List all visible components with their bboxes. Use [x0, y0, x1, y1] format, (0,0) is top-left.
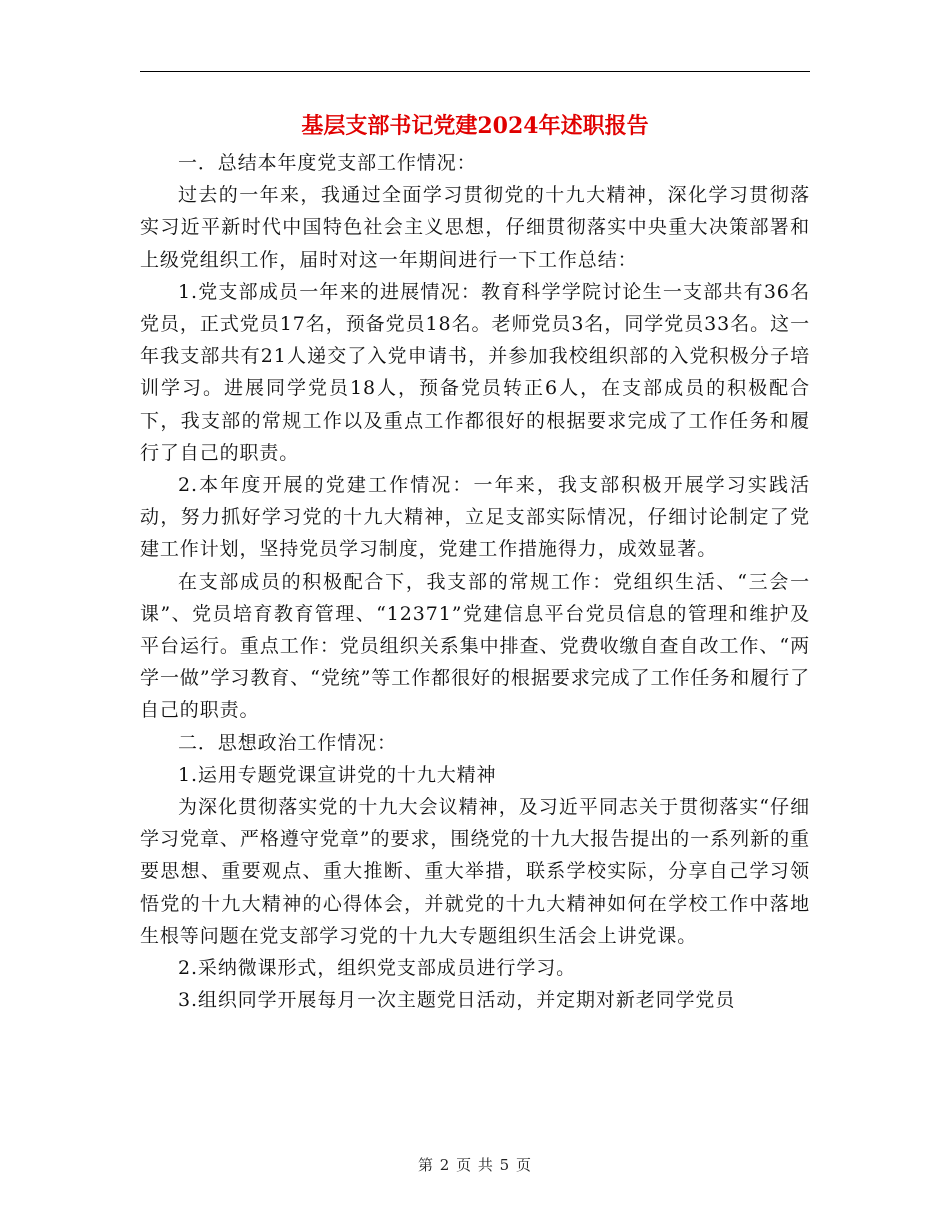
header-rule [140, 71, 810, 72]
document-body [140, 147, 810, 1016]
section-heading-2: 二．思想政治工作情况： [178, 731, 397, 754]
list-item-3: 3.组织同学开展每月一次主题党日活动，并定期对新老同学党员 [178, 989, 736, 1012]
list-item-2: 2.采纳微课形式，组织党支部成员进行学习。 [178, 957, 577, 980]
section-heading-1: 一．总结本年度党支部工作情况： [178, 152, 477, 174]
list-item-1: 1.运用专题党课宣讲党的十九大精神 [178, 763, 497, 786]
page-number-footer: 第 2 页 共 5 页 [418, 1156, 532, 1174]
document-title: 基层支部书记党建2024年述职报告 [301, 113, 649, 139]
paragraph-intro: 过去的一年来，我通过全面学习贯彻党的十九大精神，深化学习贯彻落实习近平新时代中国特色社会主义思想，仔细贯彻落实中央重大决策部署和上级党组织工作，届时对这一年期间进行一下工作总结： [140, 184, 810, 271]
paragraph-party-lecture: 为深化贯彻落实党的十九大会议精神，及习近平同志关于贯彻落实“仔细学习党章、严格遵守党章”的要求，围绕党的十九大报告提出的一系列新的重要思想、重要观点、重大推断、重大举措，联系学校实际，分享自己学习领悟党的十九大精神的心得体会，并就党的十九大精神如何在学校工作中落地生根等问题在党支部学习党的十九大专题组织生活会上讲党课。 [140, 796, 810, 947]
paragraph-member-progress: 1.党支部成员一年来的进展情况：教育科学学院讨论生一支部共有36名党员，正式党员17名，预备党员18名。老师党员3名，同学党员33名。这一年我支部共有21人递交了入党申请书，并参加我校组织部的入党积极分子培训学习。进展同学党员18人，预备党员转正6人，在支部成员的积极配合下，我支部的常规工作以及重点工作都很好的根据要求完成了工作任务和履行了自己的职责。 [140, 280, 810, 464]
paragraph-routine-work: 在支部成员的积极配合下，我支部的常规工作：党组织生活、“三会一课”、党员培育教育管理、“12371”党建信息平台党员信息的管理和维护及平台运行。重点工作：党员组织关系集中排查、党费收缴自查自改工作、“两学一做”学习教育、“党统”等工作都很好的根据要求完成了工作任务和履行了自己的职责。 [140, 570, 810, 722]
paragraph-party-building: 2.本年度开展的党建工作情况：一年来，我支部积极开展学习实践活动，努力抓好学习党的十九大精神，立足支部实际情况，仔细讨论制定了党建工作计划，坚持党员学习制度，党建工作措施得力，成效显著。 [140, 474, 810, 561]
